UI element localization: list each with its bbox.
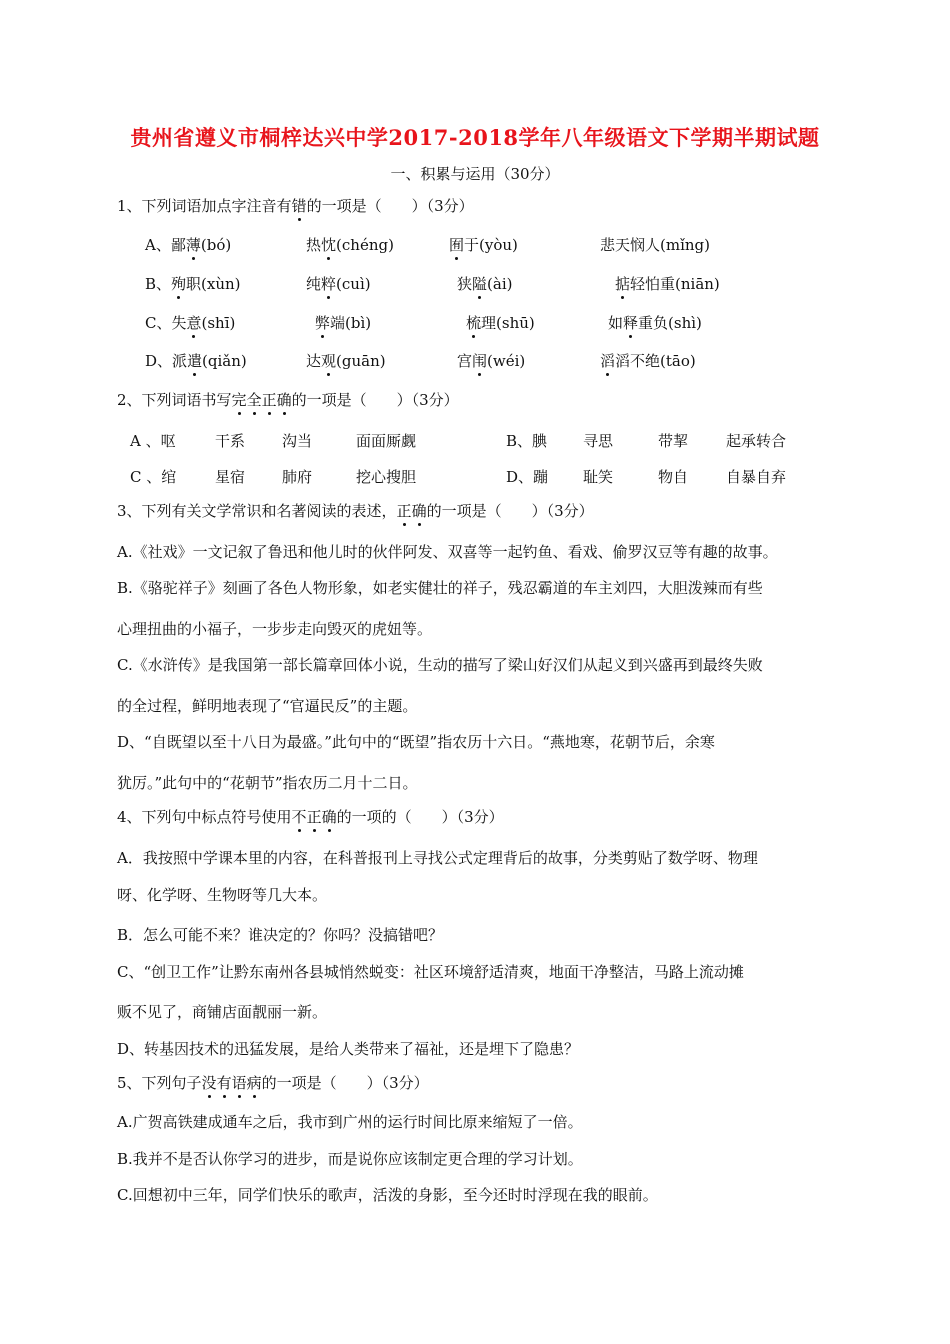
q3-line: A.《社戏》一文记叙了鲁迅和他儿时的伙伴阿发、双喜等一起钓鱼、看戏、偷罗汉豆等有趣的故事。	[117, 543, 778, 561]
q2-row2-word8: 自暴自弃	[726, 468, 787, 486]
q1-option-c4: 如释重负(shì)	[608, 314, 702, 332]
q1-option-d3: 宫闱(wéi)	[457, 352, 526, 370]
q1-option-b4: 掂轻怕重(niān)	[615, 275, 720, 293]
q1-option-c1: C、失意(shī)	[145, 314, 236, 332]
q3-line: 的全过程，鲜明地表现了“官逼民反”的主题。	[117, 697, 418, 715]
q5-line: B.我并不是否认你学习的进步，而是说你应该制定更合理的学习计划。	[117, 1150, 583, 1168]
question-4-stem: 4、下列句中标点符号使用不正确的一项的（ ）（3分）	[117, 808, 504, 826]
question-1-stem: 1、下列词语加点字注音有错的一项是（ ）（3分）	[117, 197, 474, 215]
q2-row1-word8: 起承转合	[726, 432, 787, 450]
q2-row2-word6: 耻笑	[583, 468, 614, 486]
q4-line: 呀、化学呀、生物呀等几大本。	[117, 886, 328, 904]
q1-option-d2: 达观(guān)	[306, 352, 386, 370]
q2-row2-word7: 物自	[658, 468, 689, 486]
q3-line: D、“自既望以至十八日为最盛。”此句中的“既望”指农历十六日。“燕地寒，花朝节后，余寒	[117, 733, 715, 751]
q2-row2-word4: 挖心搜胆	[356, 468, 417, 486]
q1-option-a3: 囿于(yòu)	[449, 236, 518, 254]
q5-line: A.广贺高铁建成通车之后，我市到广州的运行时间比原来缩短了一倍。	[117, 1113, 583, 1131]
q1-option-c3: 梳理(shū)	[466, 314, 535, 332]
q3-line: 犹厉。”此句中的“花朝节”指农历二月十二日。	[117, 774, 418, 792]
q3-line: C.《水浒传》是我国第一部长篇章回体小说，生动的描写了梁山好汉们从起义到兴盛再到最终失败	[117, 656, 763, 674]
q1-option-d1: D、派遣(qiǎn)	[145, 352, 247, 370]
q2-row1-word3: 沟当	[282, 432, 313, 450]
q1-option-d4: 滔滔不绝(tāo)	[600, 352, 696, 370]
q1-option-b2: 纯粹(cuì)	[306, 275, 371, 293]
exam-title: 贵州省遵义市桐梓达兴中学2017-2018学年八年级语文下学期半期试题	[130, 125, 820, 150]
q2-row1-a: A 、呕	[130, 432, 176, 450]
q1-option-a1: A、鄙薄(bó)	[145, 236, 232, 254]
q4-line: B．怎么可能不来？谁决定的？你吗？没搞错吧？	[117, 926, 444, 944]
q2-row1-word2: 干系	[215, 432, 246, 450]
question-2-stem: 2、下列词语书写完全正确的一项是（ ）（3分）	[117, 391, 459, 409]
q1-option-a2: 热忱(chéng)	[306, 236, 394, 254]
q2-row1-word6: 寻思	[583, 432, 614, 450]
section-heading: 一、积累与运用（30分）	[390, 165, 560, 183]
q1-option-b3: 狭隘(ài)	[457, 275, 513, 293]
q3-line: 心理扭曲的小福子，一步步走向毁灭的虎妞等。	[117, 620, 433, 638]
q4-line: D、转基因技术的迅猛发展，是给人类带来了福祉，还是埋下了隐患？	[117, 1040, 580, 1058]
q2-row2-c: C 、绾	[130, 468, 177, 486]
q1-option-b1: B、殉职(xùn)	[145, 275, 241, 293]
q4-line: 贩不见了，商铺店面靓丽一新。	[117, 1003, 328, 1021]
q4-line: A．我按照中学课本里的内容，在科普报刊上寻找公式定理背后的故事，分类剪贴了数学呀、物理	[117, 849, 758, 867]
q5-line: C.回想初中三年，同学们快乐的歌声，活泼的身影，至今还时时浮现在我的眼前。	[117, 1186, 658, 1204]
q2-row2-word2: 星宿	[215, 468, 246, 486]
question-3-stem: 3、下列有关文学常识和名著阅读的表述，正确的一项是（ ）（3分）	[117, 502, 594, 520]
q4-line: C、“创卫工作”让黔东南州各县城悄然蜕变：社区环境舒适清爽，地面干净整洁，马路上流动摊	[117, 963, 744, 981]
q2-row2-word3: 肺府	[282, 468, 313, 486]
q3-line: B.《骆驼祥子》刻画了各色人物形象，如老实健壮的祥子，残忍霸道的车主刘四，大胆泼辣而有些	[117, 579, 763, 597]
q2-row1-word7: 带挈	[658, 432, 689, 450]
q1-option-c2: 弊端(bì)	[315, 314, 372, 332]
question-5-stem: 5、下列句子没有语病的一项是（ ）（3分）	[117, 1074, 429, 1092]
q2-row2-d: D、蹦	[506, 468, 549, 486]
q1-option-a4: 悲天悯人(mǐng)	[600, 236, 710, 254]
q2-row1-b: B、腆	[506, 432, 548, 450]
q2-row1-word4: 面面厮觑	[356, 432, 417, 450]
